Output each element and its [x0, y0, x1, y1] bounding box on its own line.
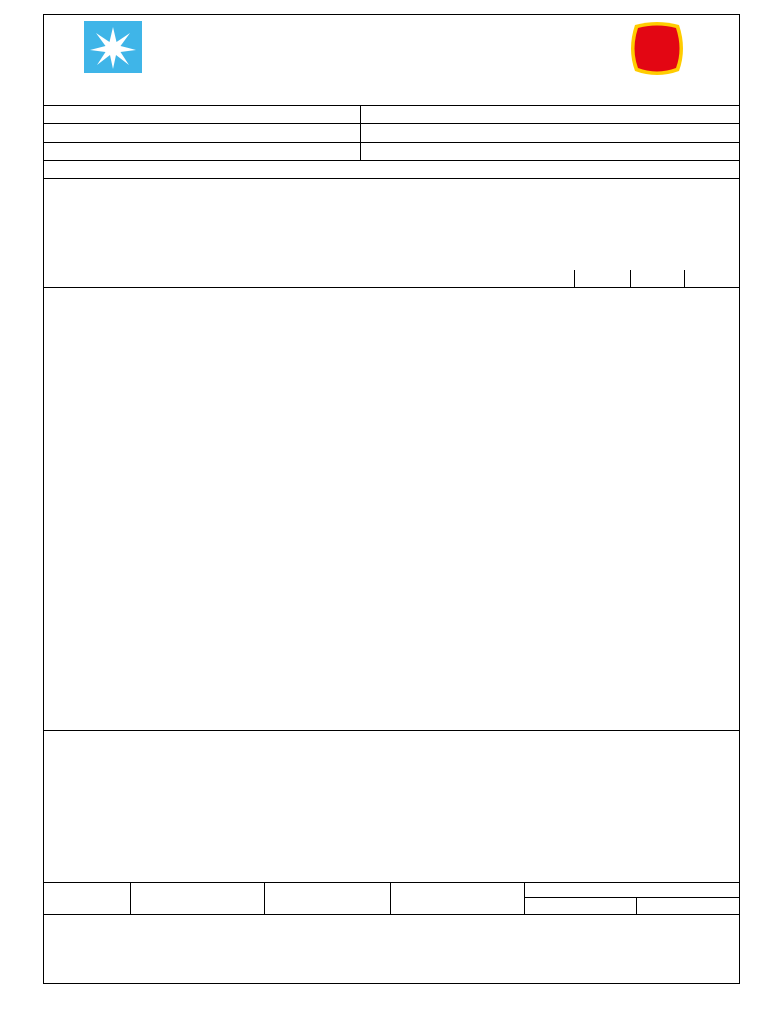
- maersk-logo: [66, 21, 162, 101]
- remarks-area[interactable]: [44, 731, 739, 883]
- general-info-header: [44, 161, 739, 179]
- ca-header: [524, 898, 636, 915]
- moq-header: [636, 898, 739, 915]
- remarks-title: [44, 713, 739, 730]
- sime-darby-badge-icon: [625, 21, 689, 77]
- job-row-3: [44, 143, 739, 161]
- location-field[interactable]: [44, 124, 360, 142]
- job-row-1: [44, 105, 739, 124]
- installation-title: [44, 270, 574, 287]
- col-pl-header: [684, 270, 739, 287]
- reviewed-by-header: [524, 883, 739, 898]
- col-na-header: [630, 270, 684, 287]
- title-block: [194, 19, 594, 20]
- remarks-header: [44, 713, 739, 731]
- job-no-field[interactable]: [44, 105, 360, 123]
- sheet-header: [44, 15, 739, 106]
- sub-system-field[interactable]: [360, 143, 739, 160]
- general-info-title: [44, 161, 739, 178]
- tag-no-field[interactable]: [360, 105, 739, 123]
- inspection-sheet: [43, 14, 740, 984]
- signoff-header: [44, 883, 739, 915]
- sime-darby-logo: [599, 21, 729, 105]
- col-ok-header: [574, 270, 630, 287]
- installation-header: [44, 270, 739, 288]
- approved-by-header: [264, 883, 390, 914]
- system-field[interactable]: [44, 143, 360, 160]
- completed-by-header: [130, 883, 264, 914]
- verified-by-header: [390, 883, 524, 914]
- platform-field[interactable]: [360, 124, 739, 142]
- job-row-2: [44, 124, 739, 143]
- maersk-star-icon: [84, 21, 142, 73]
